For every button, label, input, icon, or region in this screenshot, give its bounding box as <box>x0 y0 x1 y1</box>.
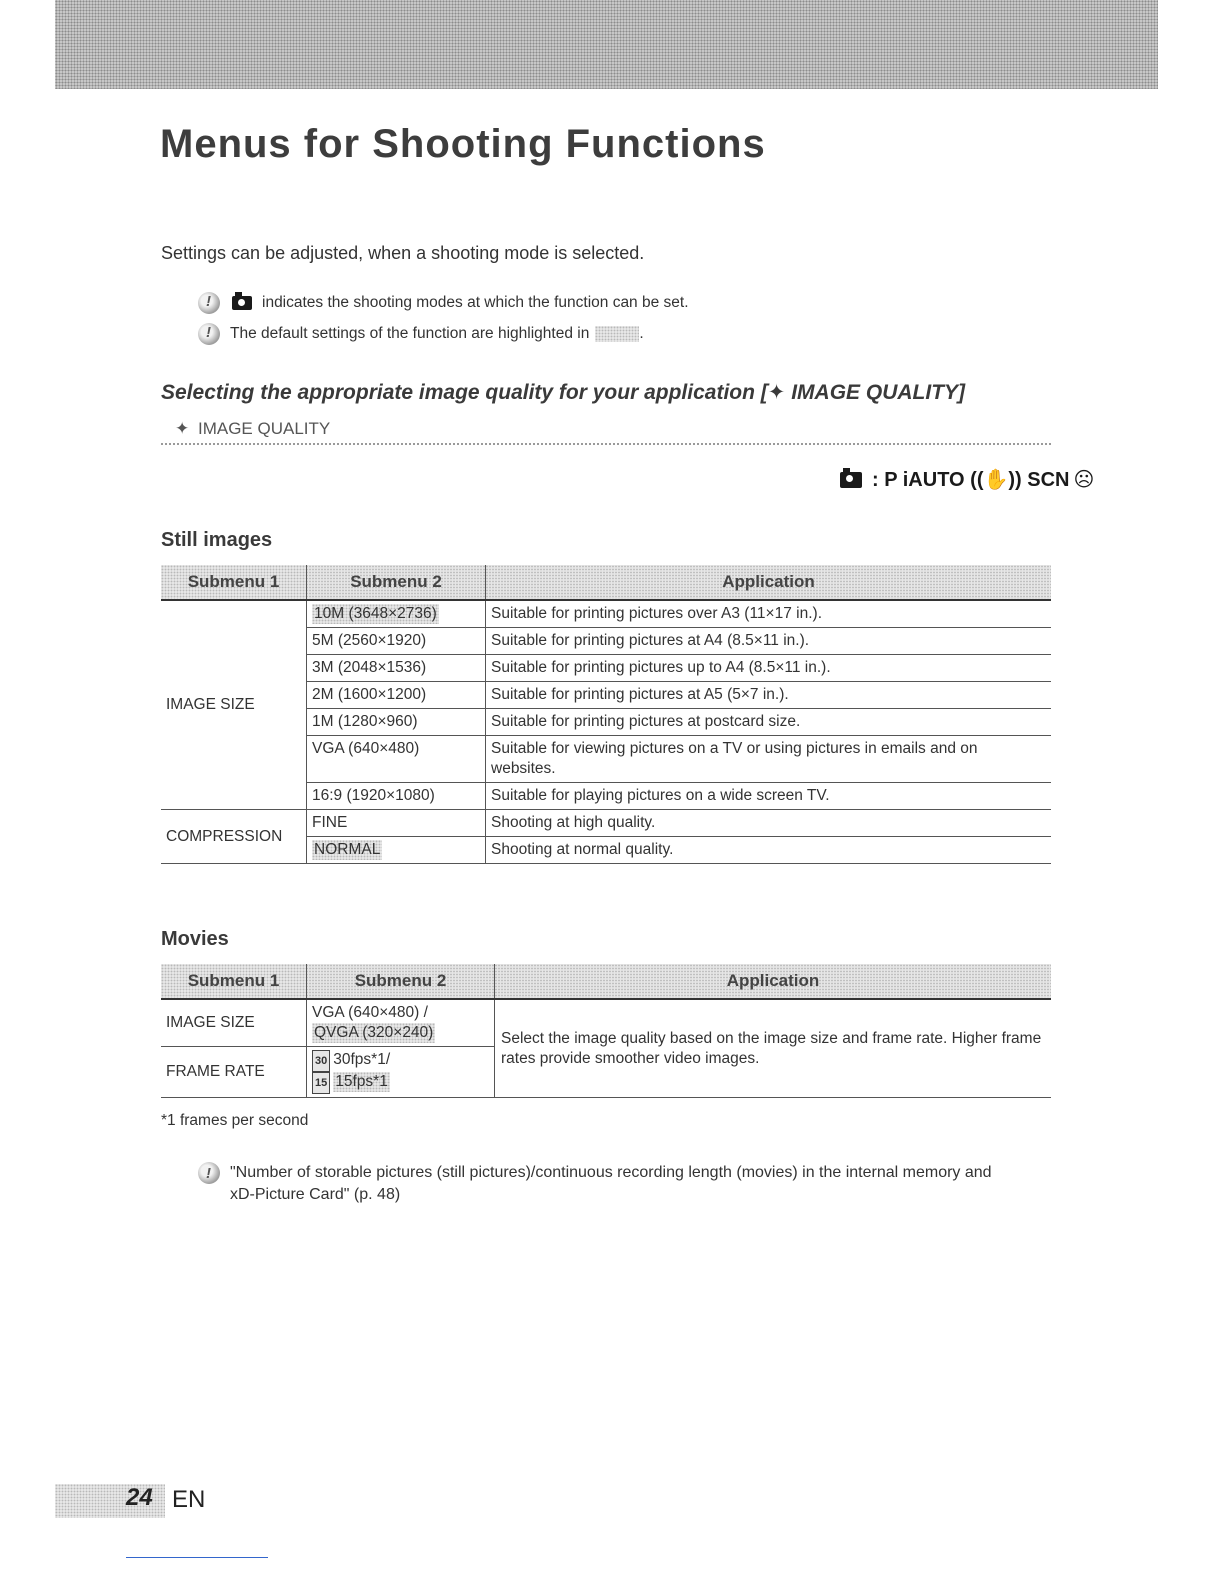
application-cell: Shooting at normal quality. <box>486 837 1052 864</box>
note-defaults <box>198 323 644 345</box>
movies-heading: Movies <box>161 928 229 950</box>
quality-icon: ✦ <box>767 381 792 404</box>
hint-icon <box>198 323 220 345</box>
quality-icon: ✦ <box>175 419 190 438</box>
submenu2-cell: 3M (2048×1536) <box>307 655 486 682</box>
header-submenu2: Submenu 2 <box>307 964 495 999</box>
page-number: 24 <box>126 1484 153 1511</box>
submenu2-cell <box>307 600 486 628</box>
section-heading-text: Selecting the appropriate image quality for your application [ <box>161 381 768 404</box>
movie-mode-icon: ☹ <box>1073 469 1095 491</box>
application-cell: Suitable for printing pictures at postcard size. <box>486 709 1052 736</box>
note-modes <box>198 292 689 314</box>
application-cell: Suitable for printing pictures over A3 (11×17 in.). <box>486 600 1052 628</box>
movie-image-size-label: IMAGE SIZE <box>161 999 307 1047</box>
submenu2-cell: 16:9 (1920×1080) <box>307 783 486 810</box>
header-application: Application <box>486 565 1052 600</box>
application-cell: Suitable for printing pictures at A4 (8.5×11 in.). <box>486 628 1052 655</box>
reference-note-text: "Number of storable pictures (still pictures)/continuous recording length (movies) in the internal memory and xD-Picture Card" (p. 48) <box>230 1164 992 1203</box>
header-band <box>55 0 1158 89</box>
note-modes-text: indicates the shooting modes at which the function can be set. <box>262 294 689 311</box>
still-images-table <box>161 565 1051 864</box>
header-submenu2: Submenu 2 <box>307 565 486 600</box>
group-image-size: IMAGE SIZE <box>161 600 307 810</box>
application-cell: Suitable for printing pictures at A5 (5×7 in.). <box>486 682 1052 709</box>
header-application: Application <box>495 964 1052 999</box>
fps-15-icon: 15 <box>312 1072 330 1094</box>
intro-text: Settings can be adjusted, when a shooting mode is selected. <box>161 243 645 263</box>
table-row <box>161 999 1051 1047</box>
section-heading <box>161 380 965 405</box>
menu-path <box>161 419 1051 445</box>
menu-path-label: IMAGE QUALITY <box>197 419 331 438</box>
section-heading-key: IMAGE QUALITY] <box>791 381 966 404</box>
submenu2-cell: 1M (1280×960) <box>307 709 486 736</box>
movies-table <box>161 964 1051 1098</box>
shooting-modes-text: : P iAUTO ((✋)) SCN <box>872 469 1070 491</box>
footnote: *1 frames per second <box>161 1112 309 1129</box>
submenu2-cell <box>307 837 486 864</box>
default-value: NORMAL <box>314 841 381 858</box>
submenu2-cell <box>307 1047 495 1098</box>
header-submenu1: Submenu 1 <box>161 565 307 600</box>
hint-icon <box>198 1162 220 1184</box>
movie-application: Select the image quality based on the image size and frame rate. Higher frame rates provide smoother video images. <box>495 999 1052 1098</box>
reference-note <box>198 1162 1010 1206</box>
movie-frame-rate-label: FRAME RATE <box>161 1047 307 1098</box>
header-submenu1: Submenu 1 <box>161 964 307 999</box>
application-cell: Suitable for printing pictures up to A4 (8.5×11 in.). <box>486 655 1052 682</box>
hint-icon <box>198 292 220 314</box>
default-value: QVGA (320×240) <box>314 1024 434 1041</box>
camera-icon <box>840 472 862 488</box>
still-images-heading: Still images <box>161 529 273 551</box>
page-language: EN <box>172 1486 206 1513</box>
application-cell: Shooting at high quality. <box>486 810 1052 837</box>
submenu2-cell <box>307 999 495 1047</box>
table-row <box>161 810 1051 837</box>
application-cell: Suitable for viewing pictures on a TV or using pictures in emails and on websites. <box>486 736 1052 783</box>
application-cell: Suitable for playing pictures on a wide screen TV. <box>486 783 1052 810</box>
highlight-swatch <box>595 326 639 342</box>
bottom-rule <box>126 1557 268 1558</box>
note-defaults-text: The default settings of the function are highlighted in <box>230 325 590 342</box>
default-value: 15fps*1 <box>335 1073 388 1090</box>
submenu2-cell: 2M (1600×1200) <box>307 682 486 709</box>
group-compression: COMPRESSION <box>161 810 307 864</box>
submenu2-cell: FINE <box>307 810 486 837</box>
shooting-modes <box>838 467 1094 492</box>
default-value: 10M (3648×2736) <box>314 605 437 622</box>
frame-30fps: 30fps*1/ <box>333 1051 391 1068</box>
movie-size-vga: VGA (640×480) / <box>312 1004 428 1021</box>
note-defaults-suffix: . <box>639 325 644 342</box>
page-title: Menus for Shooting Functions <box>160 122 766 166</box>
submenu2-cell: 5M (2560×1920) <box>307 628 486 655</box>
table-row <box>161 600 1051 628</box>
camera-icon <box>232 296 252 310</box>
submenu2-cell: VGA (640×480) <box>307 736 486 783</box>
fps-30-icon: 30 <box>312 1050 330 1072</box>
